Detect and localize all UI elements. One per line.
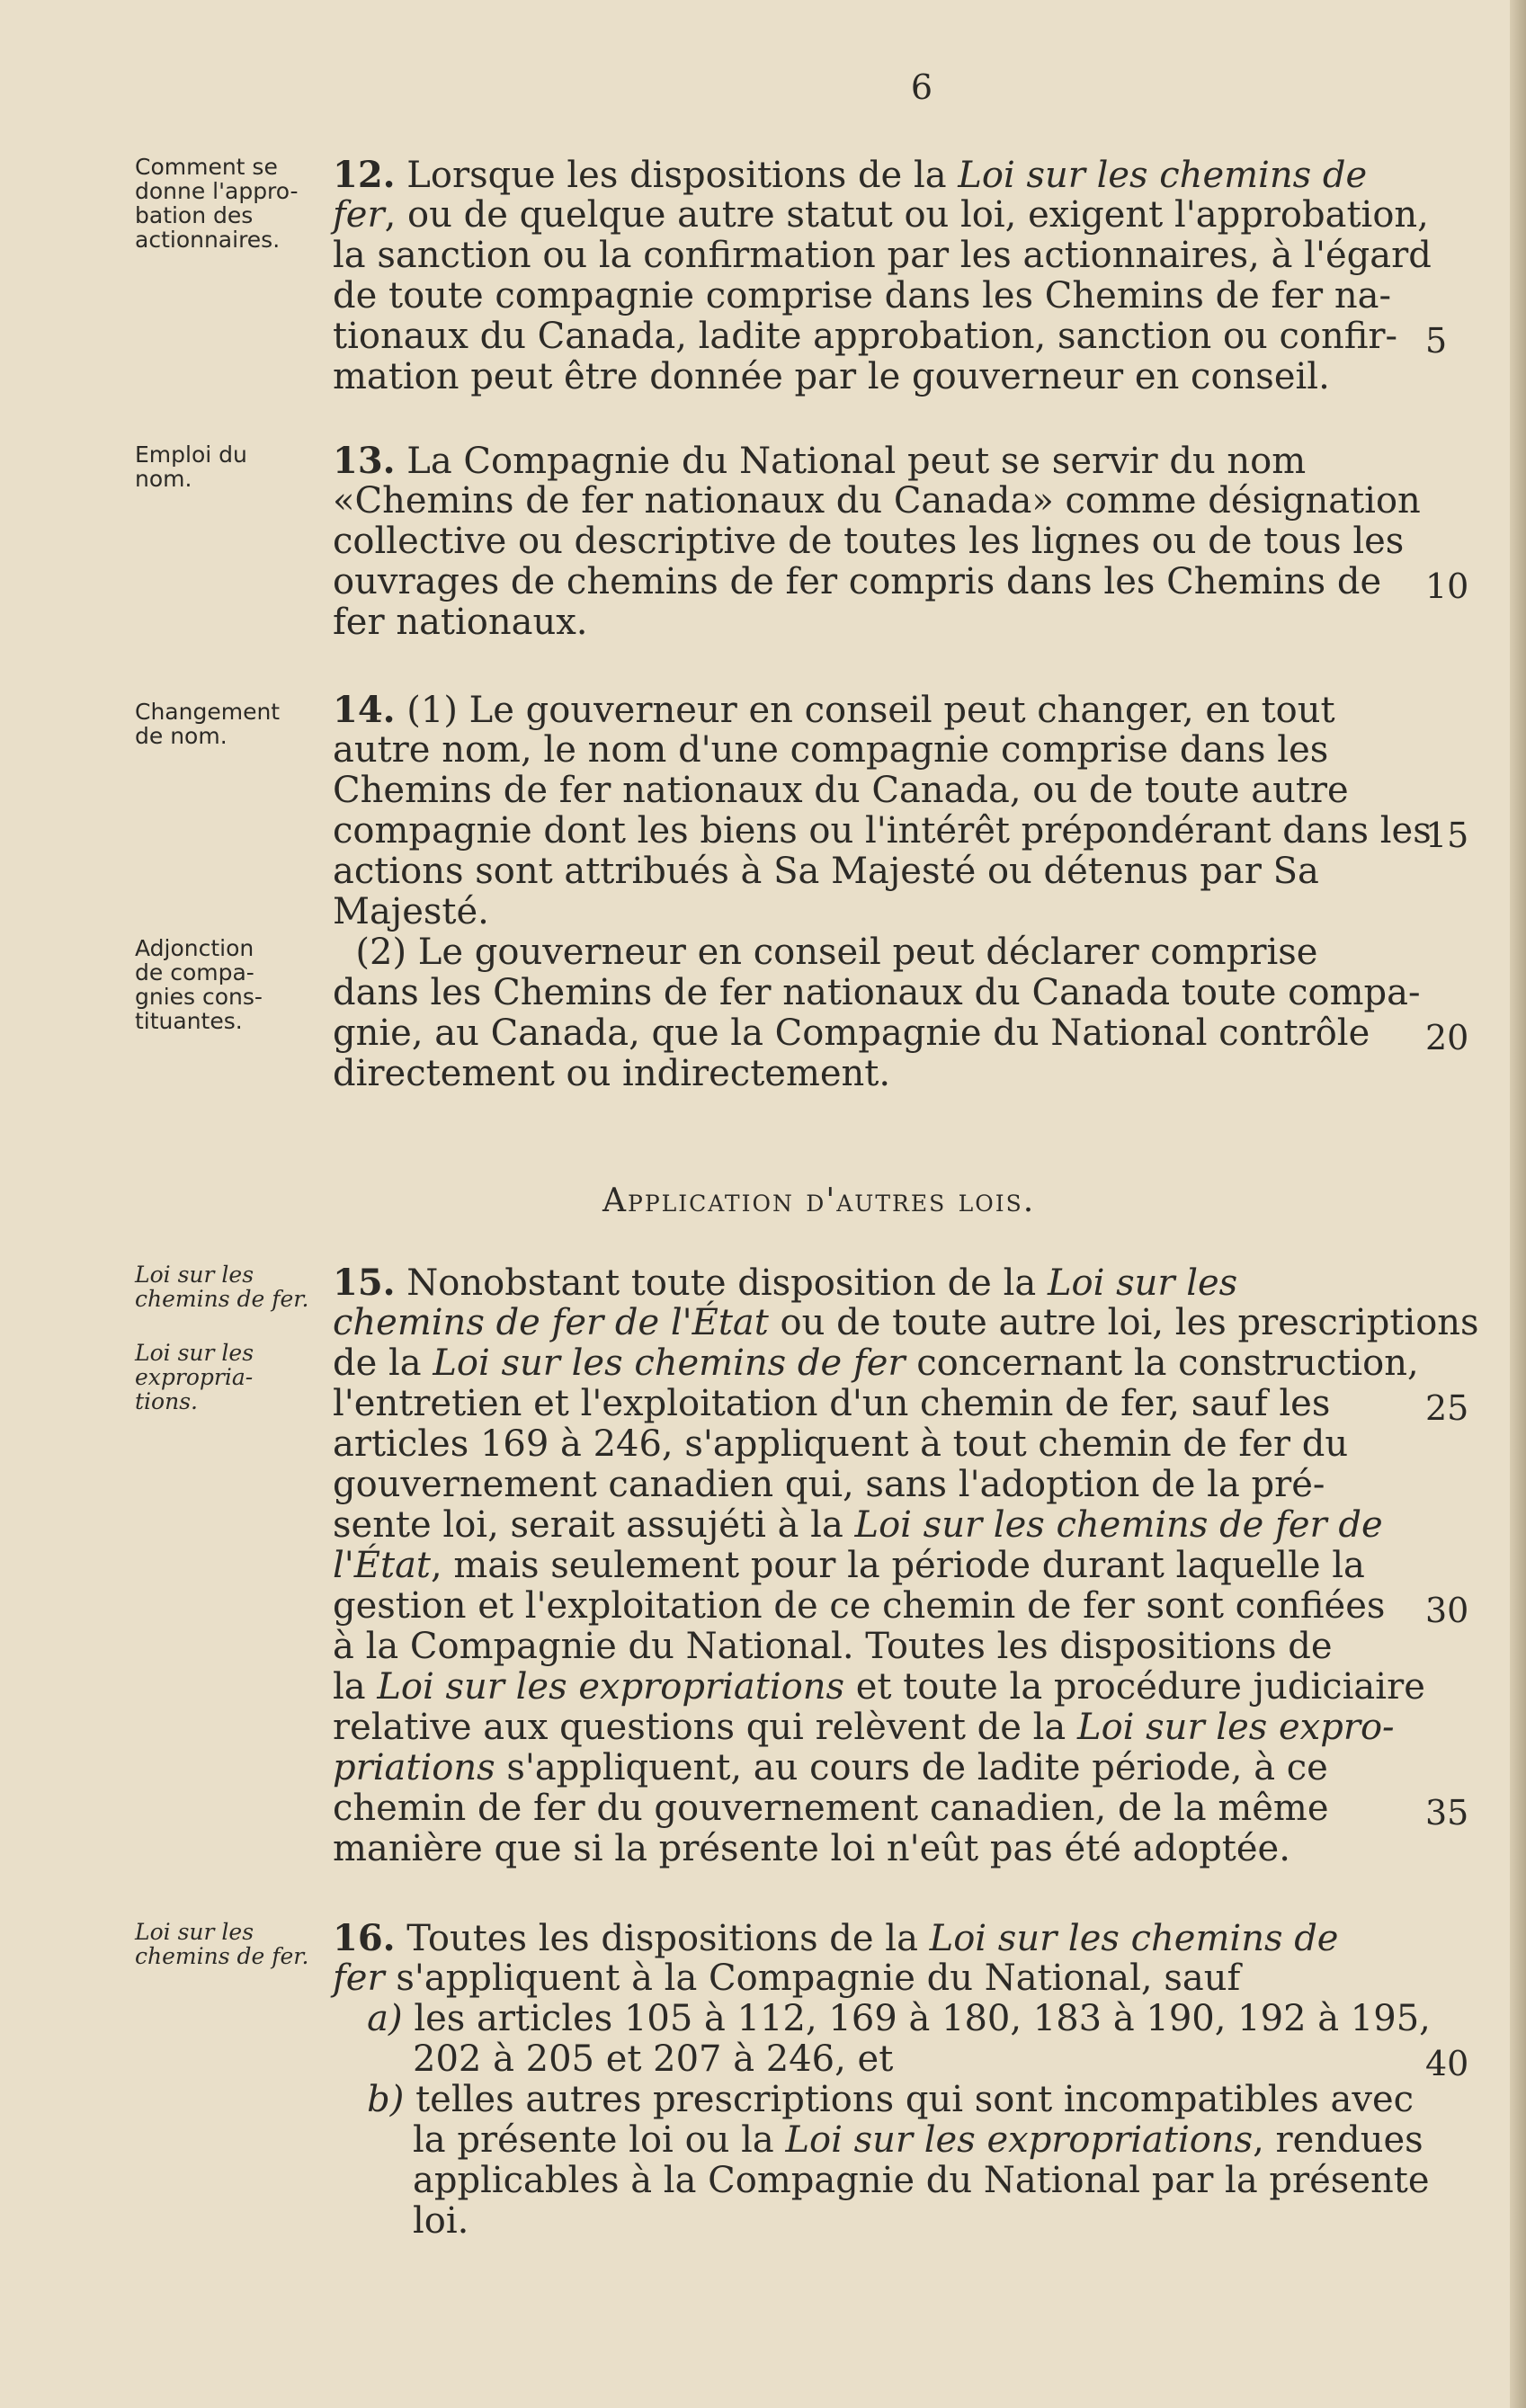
text-line: applicables à la Compagnie du National par la présente xyxy=(333,2160,1430,2201)
text-line: tionaux du Canada, ladite approbation, sanction ou confir- xyxy=(333,316,1398,357)
text-line: l'entretien et l'exploitation d'un chemin de fer, sauf les xyxy=(333,1383,1331,1424)
text-line: relative aux questions qui relèvent de la Loi sur les expro- xyxy=(333,1707,1395,1748)
text-line: (2) Le gouverneur en conseil peut déclarer comprise xyxy=(333,932,1318,973)
text-line: fer s'appliquent à la Compagnie du National, sauf xyxy=(333,1958,1241,1999)
text-line: loi. xyxy=(333,2200,469,2242)
text-line: de la Loi sur les chemins de fer concernant la construction, xyxy=(333,1342,1419,1384)
text-line: articles 169 à 246, s'appliquent à tout chemin de fer du xyxy=(333,1423,1349,1465)
text-line: directement ou indirectement. xyxy=(333,1053,891,1094)
margin-note: Loi sur les chemins de fer. xyxy=(135,1919,309,1969)
text-line: l'État, mais seulement pour la période durant laquelle la xyxy=(333,1545,1365,1586)
text-line: mation peut être donnée par le gouverneur en conseil. xyxy=(333,356,1330,397)
text-line: la Loi sur les expropriations et toute la procédure judiciaire xyxy=(333,1666,1425,1708)
text-line: gnie, au Canada, que la Compagnie du National contrôle xyxy=(333,1012,1370,1054)
margin-note: Emploi du nom. xyxy=(135,441,247,492)
text-line: 202 à 205 et 207 à 246, et xyxy=(333,2038,894,2080)
margin-note: Adjonction de compa- gnies cons- tituantes. xyxy=(135,935,263,1034)
text-line: fer nationaux. xyxy=(333,602,588,643)
text-line: autre nom, le nom d'une compagnie comprise dans les xyxy=(333,729,1329,771)
margin-note: Loi sur les chemins de fer. xyxy=(135,1262,309,1312)
text-line: actions sont attribués à Sa Majesté ou détenus par Sa xyxy=(333,851,1319,892)
text-line: 16. Toutes les dispositions de la Loi sur les chemins de xyxy=(333,1917,1339,1959)
section-heading: Application d'autres lois. xyxy=(602,1182,1036,1219)
text-line: 12. Lorsque les dispositions de la Loi sur les chemins de xyxy=(333,154,1368,196)
margin-note: Comment se donne l'appro- bation des actionnaires. xyxy=(135,154,299,253)
text-line: chemins de fer de l'État ou de toute autre loi, les prescriptions xyxy=(333,1302,1479,1343)
text-line: b) telles autres prescriptions qui sont incompatibles avec xyxy=(367,2079,1414,2120)
text-line: la sanction ou la confirmation par les actionnaires, à l'égard xyxy=(333,235,1432,276)
text-line: a) les articles 105 à 112, 169 à 180, 183 à 190, 192 à 195, xyxy=(367,1998,1431,2039)
text-line: fer, ou de quelque autre statut ou loi, exigent l'approbation, xyxy=(333,194,1429,236)
text-line: à la Compagnie du National. Toutes les dispositions de xyxy=(333,1626,1333,1667)
text-line: manière que si la présente loi n'eût pas été adoptée. xyxy=(333,1828,1290,1869)
line-number: 15 xyxy=(1425,816,1469,855)
margin-note: Loi sur les expropria- tions. xyxy=(135,1340,254,1414)
text-line: de toute compagnie comprise dans les Chemins de fer na- xyxy=(333,275,1391,317)
text-line: «Chemins de fer nationaux du Canada» comme désignation xyxy=(333,480,1421,522)
text-line: 13. La Compagnie du National peut se servir du nom xyxy=(333,440,1307,482)
text-line: sente loi, serait assujéti à la Loi sur les chemins de fer de xyxy=(333,1504,1383,1546)
text-line: ouvrages de chemins de fer compris dans les Chemins de xyxy=(333,561,1382,602)
text-line: compagnie dont les biens ou l'intérêt prépondérant dans les xyxy=(333,810,1432,852)
text-line: chemin de fer du gouvernement canadien, de la même xyxy=(333,1788,1329,1829)
margin-note: Changement de nom. xyxy=(135,699,281,749)
text-line: gouvernement canadien qui, sans l'adoption de la pré- xyxy=(333,1464,1325,1505)
text-line: la présente loi ou la Loi sur les expropriations, rendues xyxy=(333,2119,1423,2161)
text-line: collective ou descriptive de toutes les lignes ou de tous les xyxy=(333,521,1405,562)
line-number: 10 xyxy=(1425,566,1469,606)
text-line: 14. (1) Le gouverneur en conseil peut changer, en tout xyxy=(333,689,1335,731)
page-number: 6 xyxy=(910,67,933,107)
line-number: 25 xyxy=(1425,1388,1469,1428)
text-line: dans les Chemins de fer nationaux du Canada toute compa- xyxy=(333,972,1421,1013)
text-line: Chemins de fer nationaux du Canada, ou de toute autre xyxy=(333,770,1349,811)
line-number: 20 xyxy=(1425,1018,1469,1057)
line-number: 35 xyxy=(1425,1793,1469,1833)
line-number: 40 xyxy=(1425,2044,1469,2083)
page-edge xyxy=(1510,0,1526,2408)
line-number: 30 xyxy=(1425,1591,1469,1630)
line-number: 5 xyxy=(1425,321,1448,361)
text-line: 15. Nonobstant toute disposition de la Loi sur les xyxy=(333,1262,1238,1304)
text-line: Majesté. xyxy=(333,891,489,932)
text-line: gestion et l'exploitation de ce chemin de fer sont confiées xyxy=(333,1585,1386,1627)
text-line: priations s'appliquent, au cours de ladite période, à ce xyxy=(333,1747,1328,1788)
